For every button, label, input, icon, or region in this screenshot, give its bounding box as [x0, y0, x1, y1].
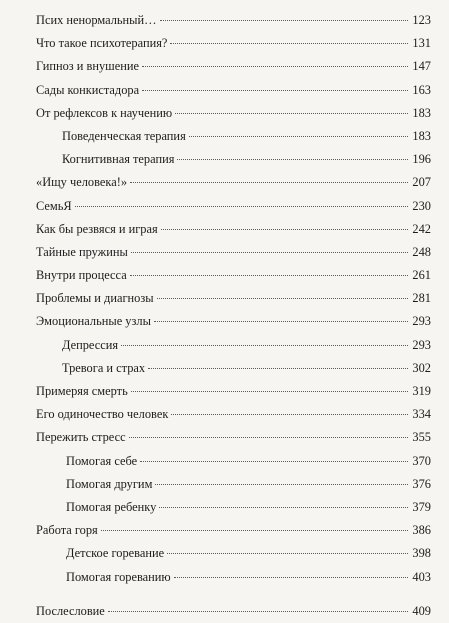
- toc-entry-page: 355: [412, 430, 431, 445]
- toc-entry: [0, 55, 449, 78]
- toc-entry: [0, 380, 449, 403]
- toc-entry-title: Проблемы и диагнозы: [36, 291, 154, 306]
- toc-entry: [0, 171, 449, 194]
- toc-entry-page: 409: [412, 603, 431, 618]
- toc-entry-title: Тревога и страх: [62, 360, 146, 375]
- dot-leader: [101, 530, 408, 531]
- toc-entry-page: 131: [412, 36, 431, 51]
- toc-entry-title: Помогая другим: [66, 476, 153, 491]
- toc-entry-page: 261: [412, 268, 431, 283]
- toc-entry: [0, 218, 449, 241]
- toc-subentry: [0, 450, 449, 473]
- toc-entry-title: Помогая ребенку: [66, 499, 157, 514]
- toc-entry-page: 379: [412, 499, 431, 514]
- dot-leader: [108, 611, 408, 612]
- dot-leader: [160, 20, 408, 21]
- dot-leader: [142, 66, 408, 67]
- toc-entry-page: 183: [412, 128, 431, 143]
- toc-entry: [0, 600, 449, 623]
- toc-entry-title: От рефлексов к научению: [36, 105, 173, 120]
- toc-subentry: [0, 542, 449, 565]
- toc-entry-title: Внутри процесса: [36, 268, 127, 283]
- toc-entry: [0, 195, 449, 218]
- dot-leader: [167, 553, 408, 554]
- toc-subentry: [0, 334, 449, 357]
- toc-entry-page: 293: [412, 337, 431, 352]
- dot-leader: [140, 461, 408, 462]
- toc-entry-page: 403: [412, 569, 431, 584]
- toc-entry-title: Помогая себе: [66, 453, 138, 468]
- toc-entry-title: Его одиночество человек: [36, 407, 169, 422]
- toc-entry-page: 319: [412, 384, 431, 398]
- toc-entry-title: Сады конкистадора: [36, 82, 140, 97]
- table-of-contents: [0, 9, 449, 623]
- dot-leader: [161, 229, 408, 230]
- toc-entry-title: Поведенческая терапия: [62, 128, 186, 143]
- toc-entry-page: 248: [412, 244, 431, 259]
- toc-entry: [0, 264, 449, 287]
- toc-entry-page: 386: [412, 523, 431, 538]
- dot-leader: [148, 368, 408, 369]
- dot-leader: [189, 136, 408, 137]
- toc-subentry: [0, 496, 449, 519]
- dot-leader: [131, 252, 408, 253]
- dot-leader: [75, 206, 408, 207]
- dot-leader: [155, 484, 408, 485]
- toc-entry-page: 398: [412, 546, 431, 561]
- dot-leader: [154, 321, 408, 322]
- dot-leader: [159, 507, 408, 508]
- dot-leader: [131, 391, 408, 392]
- toc-entry: [0, 241, 449, 264]
- dot-leader: [157, 298, 408, 299]
- toc-entry-page: 370: [412, 453, 431, 468]
- toc-entry-title: Псих ненормальный…: [36, 13, 157, 27]
- dot-leader: [171, 414, 408, 415]
- toc-entry-title: Как бы резвяся и играя: [36, 221, 158, 236]
- toc-entry-page: 230: [412, 198, 431, 213]
- toc-entry-title: Работа горя: [36, 523, 98, 538]
- toc-entry-title: Депрессия: [62, 337, 119, 352]
- toc-entry-page: 281: [412, 291, 431, 306]
- toc-entry-title: Что такое психотерапия?: [36, 36, 168, 51]
- toc-entry-title: Эмоциональные узлы: [36, 314, 151, 329]
- dot-leader: [170, 43, 408, 44]
- dot-leader: [130, 275, 408, 276]
- toc-entry-title: «Ищу человека!»: [36, 175, 128, 190]
- toc-entry-title: Помогая гореванию: [66, 569, 171, 584]
- toc-entry-page: 123: [412, 13, 431, 27]
- dot-leader: [142, 90, 408, 91]
- dot-leader: [121, 345, 408, 346]
- toc-entry-title: Послесловие: [36, 603, 105, 618]
- toc-entry-title: Детское горевание: [66, 546, 165, 561]
- toc-entry-page: 183: [412, 105, 431, 120]
- toc-entry-page: 376: [412, 476, 431, 491]
- dot-leader: [177, 159, 408, 160]
- toc-entry: [0, 79, 449, 102]
- toc-entry: [0, 9, 449, 32]
- toc-entry-page: 207: [412, 175, 431, 190]
- toc-subentry: [0, 357, 449, 380]
- toc-entry: [0, 287, 449, 310]
- toc-entry-page: 293: [412, 314, 431, 329]
- toc-entry-page: 302: [412, 360, 431, 375]
- dot-leader: [130, 182, 408, 183]
- toc-subentry: [0, 566, 449, 589]
- dot-leader: [174, 577, 408, 578]
- toc-entry-page: 334: [412, 407, 431, 422]
- toc-entry-title: Когнитивная терапия: [62, 152, 175, 167]
- toc-entry: [0, 310, 449, 333]
- toc-entry-page: 147: [412, 59, 431, 74]
- toc-entry: [0, 102, 449, 125]
- toc-entry: [0, 403, 449, 426]
- toc-subentry: [0, 125, 449, 148]
- dot-leader: [129, 437, 408, 438]
- toc-entry-title: Примеряя смерть: [36, 384, 128, 398]
- toc-entry-title: Гипноз и внушение: [36, 59, 139, 74]
- toc-entry-title: Пережить стресс: [36, 430, 126, 445]
- toc-entry-page: 196: [412, 152, 431, 167]
- toc-entry-title: СемьЯ: [36, 198, 72, 213]
- toc-subentry: [0, 473, 449, 496]
- toc-subentry: [0, 148, 449, 171]
- toc-entry-title: Тайные пружины: [36, 244, 128, 259]
- toc-entry: [0, 519, 449, 542]
- toc-entry: [0, 426, 449, 449]
- toc-entry-page: 242: [412, 221, 431, 236]
- dot-leader: [175, 113, 408, 114]
- toc-entry: [0, 32, 449, 55]
- toc-entry-page: 163: [412, 82, 431, 97]
